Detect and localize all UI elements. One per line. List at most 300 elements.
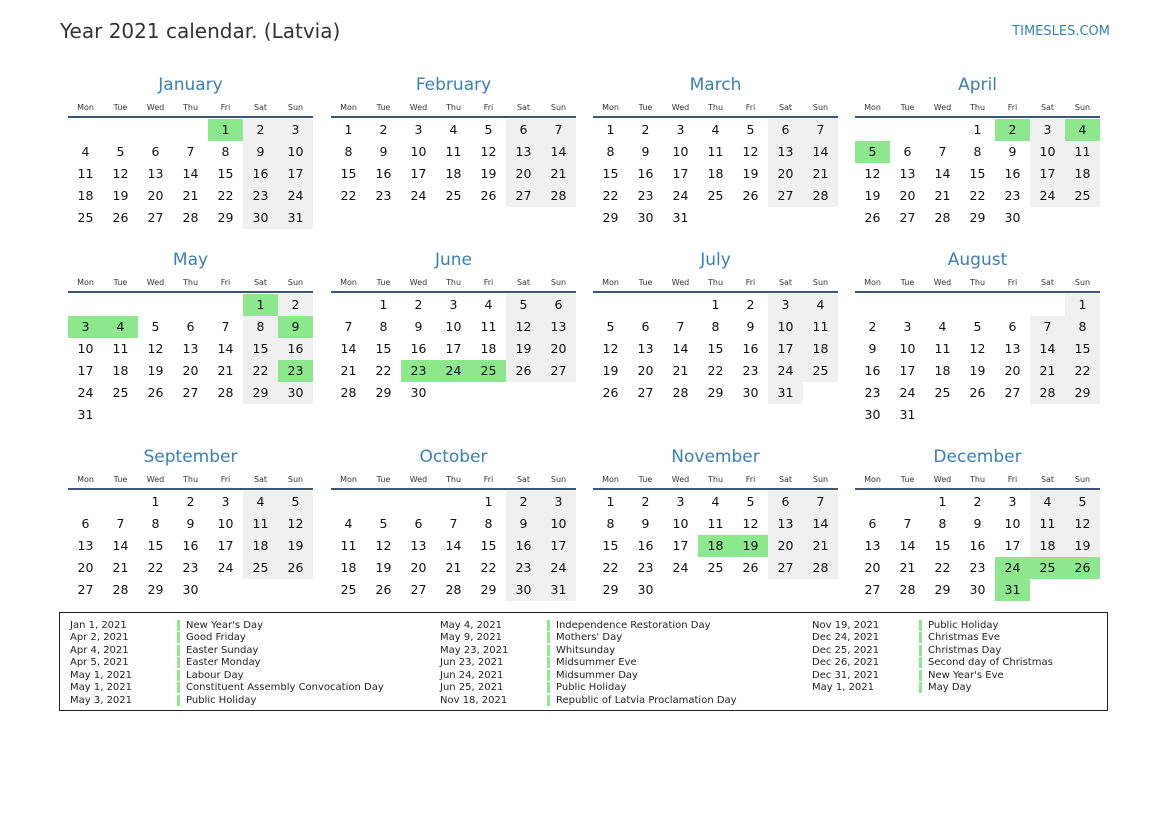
- empty-cell: [855, 294, 890, 316]
- day-cell: 10: [445, 319, 462, 334]
- week-row: [593, 491, 838, 513]
- day-cell: 29: [375, 385, 392, 400]
- header-rule: [855, 291, 1100, 293]
- empty-cell: [103, 294, 138, 316]
- day-cell: 23: [182, 560, 199, 575]
- empty-cell: [628, 294, 663, 316]
- holiday-date: Apr 5, 2021: [70, 657, 129, 669]
- holiday-column: [802, 619, 1053, 694]
- day-cell: 13: [1004, 341, 1021, 356]
- week-row: [855, 141, 1100, 163]
- day-cell: 13: [506, 141, 541, 163]
- day-cell: 21: [1030, 360, 1065, 382]
- day-cell: 27: [1004, 385, 1021, 400]
- day-cell: 15: [243, 338, 278, 360]
- week-row: [68, 119, 313, 141]
- day-cell: 5: [484, 122, 493, 137]
- day-cell: 5: [973, 319, 982, 334]
- weekday-label: Fri: [1007, 277, 1018, 287]
- empty-cell: [855, 491, 890, 513]
- week-row: [331, 513, 576, 535]
- week-row: [331, 141, 576, 163]
- week-row: [855, 513, 1100, 535]
- weekday-label: Sat: [516, 277, 531, 287]
- month-march: [593, 72, 838, 229]
- weekday-label: Tue: [376, 474, 391, 484]
- weekday-header: [331, 98, 576, 116]
- week-row: [331, 360, 576, 382]
- week-row: [593, 535, 838, 557]
- day-cell: 28: [899, 582, 916, 597]
- month-name: November: [671, 447, 760, 467]
- holiday-entry: [802, 657, 1053, 670]
- day-cell: 24: [672, 560, 689, 575]
- day-cell: 29: [602, 582, 619, 597]
- day-cell: 21: [217, 363, 234, 378]
- empty-cell: [698, 207, 733, 229]
- day-cell: 6: [541, 294, 576, 316]
- day-cell: 19: [1065, 535, 1100, 557]
- week-row: [593, 141, 838, 163]
- day-cell: 3: [768, 294, 803, 316]
- day-cell: 11: [803, 316, 838, 338]
- day-cell: 25: [112, 385, 129, 400]
- holiday-entry: [802, 632, 1053, 645]
- day-cell: 4: [938, 319, 947, 334]
- weekday-label: Wed: [409, 277, 428, 287]
- weekday-label: Wed: [671, 102, 690, 112]
- holiday-name: Public Holiday: [186, 694, 257, 706]
- day-cell: 23: [401, 360, 436, 382]
- day-cell: 23: [506, 557, 541, 579]
- day-cell: 11: [77, 166, 94, 181]
- day-cell: 30: [969, 582, 986, 597]
- week-row: [331, 119, 576, 141]
- day-cell: 11: [934, 341, 951, 356]
- empty-cell: [733, 579, 768, 601]
- holiday-marker: [919, 682, 922, 693]
- day-cell: 12: [864, 166, 881, 181]
- week-row: [331, 294, 576, 316]
- month-february: [331, 72, 576, 207]
- weekday-header: [593, 273, 838, 291]
- day-cell: 19: [147, 363, 164, 378]
- month-name: August: [947, 250, 1008, 270]
- day-cell: 4: [711, 494, 720, 509]
- day-cell: 6: [151, 144, 160, 159]
- day-cell: 3: [541, 491, 576, 513]
- day-cell: 22: [217, 188, 234, 203]
- day-cell: 25: [340, 582, 357, 597]
- day-cell: 6: [1008, 319, 1017, 334]
- day-cell: 14: [541, 141, 576, 163]
- day-cell: 20: [864, 560, 881, 575]
- holiday-marker: [547, 657, 550, 668]
- day-cell: 12: [742, 516, 759, 531]
- day-cell: 6: [768, 119, 803, 141]
- holiday-marker: [547, 695, 550, 706]
- holiday-name: Easter Monday: [186, 657, 261, 669]
- empty-cell: [331, 491, 366, 513]
- weekday-label: Mon: [864, 102, 881, 112]
- month-september: [68, 444, 313, 601]
- day-cell: 17: [899, 363, 916, 378]
- week-row: [855, 404, 1100, 426]
- day-cell: 14: [803, 141, 838, 163]
- day-cell: 28: [934, 210, 951, 225]
- day-cell: 31: [899, 407, 916, 422]
- day-cell: 31: [77, 407, 94, 422]
- holiday-entry: [60, 694, 384, 707]
- empty-cell: [855, 119, 890, 141]
- empty-cell: [995, 404, 1030, 426]
- month-name: September: [143, 447, 238, 467]
- day-cell: 21: [541, 163, 576, 185]
- day-cell: 6: [186, 319, 195, 334]
- week-row: [331, 491, 576, 513]
- day-cell: 31: [768, 382, 803, 404]
- holiday-date: Apr 2, 2021: [70, 632, 129, 644]
- day-cell: 16: [375, 166, 392, 181]
- empty-cell: [436, 491, 471, 513]
- empty-cell: [278, 404, 313, 426]
- weekday-label: Thu: [707, 474, 724, 484]
- holiday-date: May 1, 2021: [70, 669, 133, 681]
- weekday-label: Mon: [864, 474, 881, 484]
- day-cell: 5: [151, 319, 160, 334]
- weekday-label: Mon: [340, 277, 357, 287]
- header-rule: [855, 116, 1100, 118]
- day-cell: 10: [278, 141, 313, 163]
- weekday-header: [331, 470, 576, 488]
- day-cell: 6: [81, 516, 90, 531]
- empty-cell: [173, 294, 208, 316]
- week-row: [855, 185, 1100, 207]
- day-cell: 6: [414, 516, 423, 531]
- day-cell: 13: [410, 538, 427, 553]
- week-row: [855, 316, 1100, 338]
- day-cell: 23: [278, 360, 313, 382]
- day-cell: 20: [768, 535, 803, 557]
- day-cell: 31: [995, 579, 1030, 601]
- holiday-name: Constituent Assembly Convocation Day: [186, 682, 384, 694]
- day-cell: 24: [899, 385, 916, 400]
- day-cell: 26: [375, 582, 392, 597]
- day-cell: 18: [698, 535, 733, 557]
- day-cell: 16: [742, 341, 759, 356]
- day-cell: 1: [484, 494, 493, 509]
- weekday-label: Tue: [900, 102, 915, 112]
- holiday-marker: [177, 645, 180, 656]
- day-cell: 19: [969, 363, 986, 378]
- day-cell: 29: [969, 210, 986, 225]
- day-cell: 26: [864, 210, 881, 225]
- weekday-label: Mon: [864, 277, 881, 287]
- weekday-label: Mon: [602, 102, 619, 112]
- day-cell: 9: [414, 319, 423, 334]
- day-cell: 7: [541, 119, 576, 141]
- day-cell: 18: [480, 341, 497, 356]
- weekday-label: Fri: [220, 102, 231, 112]
- day-cell: 22: [602, 560, 619, 575]
- day-cell: 18: [112, 363, 129, 378]
- day-cell: 8: [938, 516, 947, 531]
- day-cell: 16: [182, 538, 199, 553]
- weekday-label: Thu: [707, 277, 724, 287]
- day-cell: 19: [602, 363, 619, 378]
- day-cell: 29: [602, 210, 619, 225]
- day-cell: 23: [375, 188, 392, 203]
- empty-cell: [1030, 404, 1065, 426]
- holiday-marker: [919, 657, 922, 668]
- weekday-label: Fri: [483, 474, 494, 484]
- week-row: [68, 163, 313, 185]
- day-cell: 17: [672, 166, 689, 181]
- week-row: [68, 557, 313, 579]
- day-cell: 7: [676, 319, 685, 334]
- day-cell: 10: [217, 516, 234, 531]
- weekday-label: Fri: [483, 102, 494, 112]
- holiday-date: Dec 31, 2021: [812, 669, 880, 681]
- day-cell: 1: [938, 494, 947, 509]
- day-cell: 2: [641, 122, 650, 137]
- months-grid: [68, 72, 1102, 602]
- day-cell: 22: [340, 188, 357, 203]
- day-cell: 28: [803, 557, 838, 579]
- holiday-entry: [430, 694, 737, 707]
- day-cell: 26: [480, 188, 497, 203]
- day-cell: 6: [506, 119, 541, 141]
- day-cell: 4: [1065, 119, 1100, 141]
- site-link[interactable]: TIMESLES.COM: [1012, 24, 1110, 39]
- day-cell: 17: [445, 341, 462, 356]
- day-cell: 14: [182, 166, 199, 181]
- day-cell: 13: [864, 538, 881, 553]
- day-cell: 20: [637, 363, 654, 378]
- weekday-label: Mon: [602, 474, 619, 484]
- holiday-entry: [430, 644, 737, 657]
- empty-cell: [173, 404, 208, 426]
- day-cell: 25: [77, 210, 94, 225]
- empty-cell: [471, 382, 506, 404]
- day-cell: 30: [1004, 210, 1021, 225]
- day-cell: 2: [379, 122, 388, 137]
- day-cell: 14: [803, 513, 838, 535]
- week-row: [593, 185, 838, 207]
- day-cell: 12: [742, 144, 759, 159]
- day-cell: 14: [217, 341, 234, 356]
- week-row: [68, 404, 313, 426]
- holiday-list: [59, 612, 1108, 711]
- day-cell: 4: [484, 297, 493, 312]
- week-row: [593, 513, 838, 535]
- month-november: [593, 444, 838, 601]
- weekday-label: Thu: [969, 102, 986, 112]
- holiday-entry: [60, 657, 384, 670]
- week-row: [855, 294, 1100, 316]
- day-cell: 26: [112, 210, 129, 225]
- day-cell: 11: [480, 319, 497, 334]
- empty-cell: [138, 404, 173, 426]
- weekday-label: Sat: [253, 277, 268, 287]
- page-title: Year 2021 calendar. (Latvia): [60, 19, 341, 43]
- empty-cell: [890, 294, 925, 316]
- holiday-entry: [430, 669, 737, 682]
- week-row: [855, 119, 1100, 141]
- day-cell: 13: [768, 141, 803, 163]
- day-cell: 7: [903, 516, 912, 531]
- holiday-name: New Year's Eve: [928, 669, 1004, 681]
- day-cell: 3: [1030, 119, 1065, 141]
- day-cell: 13: [147, 166, 164, 181]
- day-cell: 19: [112, 188, 129, 203]
- empty-cell: [768, 207, 803, 229]
- empty-cell: [506, 382, 541, 404]
- weekday-label: Thu: [969, 474, 986, 484]
- day-cell: 22: [934, 560, 951, 575]
- weekday-label: Tue: [638, 277, 653, 287]
- weekday-label: Tue: [376, 102, 391, 112]
- day-cell: 5: [379, 516, 388, 531]
- holiday-name: Christmas Day: [928, 644, 1002, 656]
- month-name: June: [434, 250, 473, 270]
- day-cell: 2: [414, 297, 423, 312]
- empty-cell: [243, 579, 278, 601]
- weekday-label: Sun: [550, 474, 567, 484]
- week-row: [68, 294, 313, 316]
- day-cell: 22: [480, 560, 497, 575]
- day-cell: 17: [768, 338, 803, 360]
- week-row: [855, 579, 1100, 601]
- holiday-marker: [547, 620, 550, 631]
- day-cell: 8: [1065, 316, 1100, 338]
- day-cell: 20: [541, 338, 576, 360]
- weekday-label: Sun: [287, 102, 304, 112]
- day-cell: 13: [182, 341, 199, 356]
- empty-cell: [1065, 404, 1100, 426]
- week-row: [593, 579, 838, 601]
- day-cell: 18: [77, 188, 94, 203]
- day-cell: 23: [864, 385, 881, 400]
- week-row: [855, 491, 1100, 513]
- holiday-entry: [802, 682, 1053, 695]
- weekday-header: [331, 273, 576, 291]
- day-cell: 4: [243, 491, 278, 513]
- empty-cell: [593, 294, 628, 316]
- day-cell: 25: [803, 360, 838, 382]
- day-cell: 16: [969, 538, 986, 553]
- empty-cell: [803, 579, 838, 601]
- empty-cell: [663, 579, 698, 601]
- day-cell: 15: [707, 341, 724, 356]
- day-cell: 2: [278, 294, 313, 316]
- weekday-label: Mon: [602, 277, 619, 287]
- day-cell: 4: [711, 122, 720, 137]
- holiday-date: May 1, 2021: [70, 682, 133, 694]
- day-cell: 18: [243, 535, 278, 557]
- day-cell: 28: [803, 185, 838, 207]
- holiday-name: New Year's Day: [186, 619, 264, 631]
- week-row: [331, 557, 576, 579]
- day-cell: 2: [746, 297, 755, 312]
- day-cell: 8: [484, 516, 493, 531]
- weekday-header: [855, 470, 1100, 488]
- day-cell: 15: [147, 538, 164, 553]
- empty-cell: [541, 382, 576, 404]
- day-cell: 12: [506, 316, 541, 338]
- day-cell: 30: [742, 385, 759, 400]
- month-name: July: [700, 250, 731, 270]
- holiday-marker: [547, 645, 550, 656]
- holiday-entry: [60, 619, 384, 632]
- week-row: [68, 316, 313, 338]
- day-cell: 16: [637, 166, 654, 181]
- empty-cell: [208, 294, 243, 316]
- day-cell: 10: [1004, 516, 1021, 531]
- day-cell: 10: [672, 516, 689, 531]
- day-cell: 5: [606, 319, 615, 334]
- day-cell: 9: [746, 319, 755, 334]
- holiday-column: [60, 619, 384, 707]
- weekday-header: [855, 98, 1100, 116]
- day-cell: 18: [803, 338, 838, 360]
- day-cell: 27: [77, 582, 94, 597]
- day-cell: 9: [1008, 144, 1017, 159]
- holiday-name: Whitsunday: [556, 644, 616, 656]
- holiday-entry: [430, 682, 737, 695]
- day-cell: 15: [1065, 338, 1100, 360]
- day-cell: 11: [112, 341, 129, 356]
- header-rule: [331, 116, 576, 118]
- day-cell: 21: [899, 560, 916, 575]
- day-cell: 17: [541, 535, 576, 557]
- month-name: May: [172, 250, 209, 270]
- holiday-date: Dec 25, 2021: [812, 644, 880, 656]
- day-cell: 11: [707, 144, 724, 159]
- holiday-name: Midsummer Day: [556, 669, 638, 681]
- holiday-date: Nov 18, 2021: [440, 694, 508, 706]
- day-cell: 19: [375, 560, 392, 575]
- day-cell: 3: [903, 319, 912, 334]
- day-cell: 26: [147, 385, 164, 400]
- day-cell: 12: [602, 341, 619, 356]
- day-cell: 24: [77, 385, 94, 400]
- empty-cell: [68, 294, 103, 316]
- day-cell: 10: [672, 144, 689, 159]
- day-cell: 26: [969, 385, 986, 400]
- weekday-label: Sun: [812, 277, 829, 287]
- holiday-marker: [919, 645, 922, 656]
- weekday-label: Tue: [113, 474, 128, 484]
- holiday-entry: [802, 644, 1053, 657]
- day-cell: 20: [899, 188, 916, 203]
- day-cell: 15: [602, 166, 619, 181]
- weekday-label: Tue: [376, 277, 391, 287]
- day-cell: 20: [1004, 363, 1021, 378]
- holiday-entry: [430, 632, 737, 645]
- week-row: [68, 513, 313, 535]
- header-rule: [68, 291, 313, 293]
- month-august: [855, 247, 1100, 426]
- day-cell: 20: [182, 363, 199, 378]
- week-row: [855, 338, 1100, 360]
- day-cell: 14: [899, 538, 916, 553]
- day-cell: 25: [707, 560, 724, 575]
- week-row: [331, 382, 576, 404]
- day-cell: 29: [934, 582, 951, 597]
- day-cell: 10: [541, 513, 576, 535]
- holiday-date: Jun 25, 2021: [440, 682, 504, 694]
